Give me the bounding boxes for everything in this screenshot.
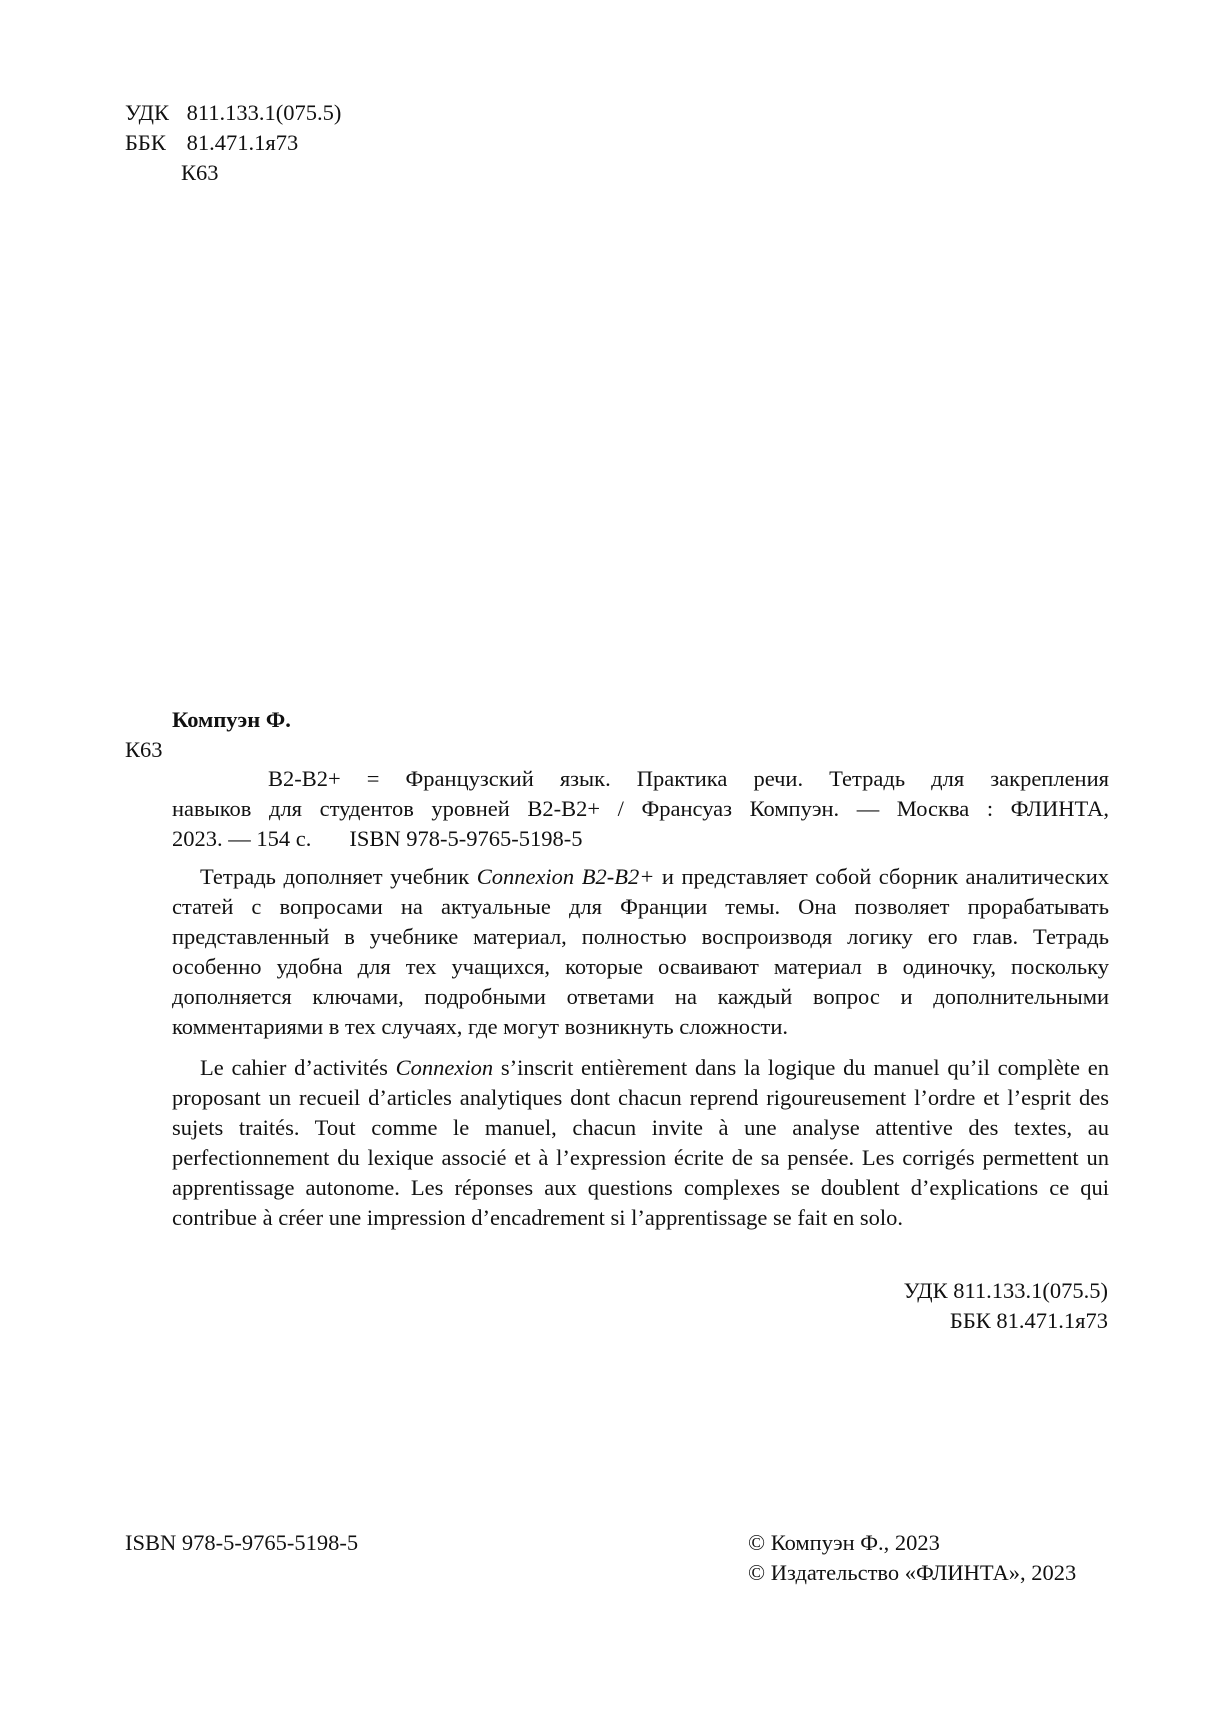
bbk-label: ББК [125, 130, 166, 155]
annotation-ru-part-1: Тетрадь дополняет учебник [200, 864, 477, 889]
annotation-french-text [172, 1053, 1109, 1233]
annotation-russian-text [172, 862, 1109, 1042]
copyright-publisher: © Издательство «ФЛИНТА», 2023 [748, 1560, 1077, 1585]
copyright-author: © Компуэн Ф., 2023 [748, 1530, 940, 1555]
author-mark-top: К63 [181, 160, 219, 185]
author-heading: Компуэн Ф. [172, 707, 291, 732]
pages-info: 2023. — 154 с. [172, 826, 312, 851]
annotation-fr-part-1: Le cahier d’activités [200, 1055, 396, 1080]
title-line-1: B2-B2+ = Французский язык. Практика речи. Тетрадь для закрепления [268, 766, 1109, 791]
annotation-ru-title-italic: Connexion B2-B2+ [476, 864, 655, 889]
annotation-fr-part-2: s’inscrit entièrement dans la logique du manuel qu’il complète en proposant un recueil d’articles analytiques dont chacun reprend rigoureusement l’ordre et l’esprit des sujets traités. Tout comme le manuel, chacun invite à une analyse attentive des textes, au perfectionnement du lexique associé et à l’expression écrite de sa pensée. Les corrigés permettent un apprentissage autonome. Les réponses aux questions complexes se doublent d’explications ce qui contribue à créer une impression d’encadrement si l’apprentissage se fait en solo. [172, 1055, 1109, 1230]
udk-value: 811.133.1(075.5) [186, 100, 342, 125]
udk-label: УДК [125, 100, 170, 125]
annotation-russian [172, 862, 1109, 1042]
bbk-code-bottom: ББК 81.471.1я73 [949, 1308, 1108, 1333]
udk-code-top [125, 98, 341, 128]
annotation-fr-title-italic: Connexion [395, 1055, 494, 1080]
title-line-2: навыков для студентов уровней B2-B2+ / Франсуаз Компуэн. — Москва : ФЛИНТА, [172, 796, 1109, 821]
annotation-french [172, 1053, 1109, 1233]
isbn-footer: ISBN 978-5-9765-5198-5 [125, 1530, 359, 1555]
book-title-block [172, 764, 1109, 854]
bbk-value: 81.471.1я73 [186, 130, 299, 155]
title-line-3 [172, 824, 1109, 854]
author-mark: К63 [125, 737, 163, 762]
isbn-inline: ISBN 978-5-9765-5198-5 [349, 826, 583, 851]
bbk-code-top [125, 128, 298, 158]
annotation-ru-part-2: и представляет собой сборник аналитических статей с вопросами на актуальные для Франции темы. Она позволяет прорабатывать представленный в учебнике материал, полностью воспроизводя логику его глав. Тетрадь особенно удобна для тех учащихся, которые осваивают материал в одиночку, поскольку дополняется ключами, подробными ответами на каждый вопрос и дополнительными комментариями в тех случаях, где могут возникнуть сложности. [172, 864, 1109, 1039]
udk-code-bottom: УДК 811.133.1(075.5) [903, 1278, 1108, 1303]
